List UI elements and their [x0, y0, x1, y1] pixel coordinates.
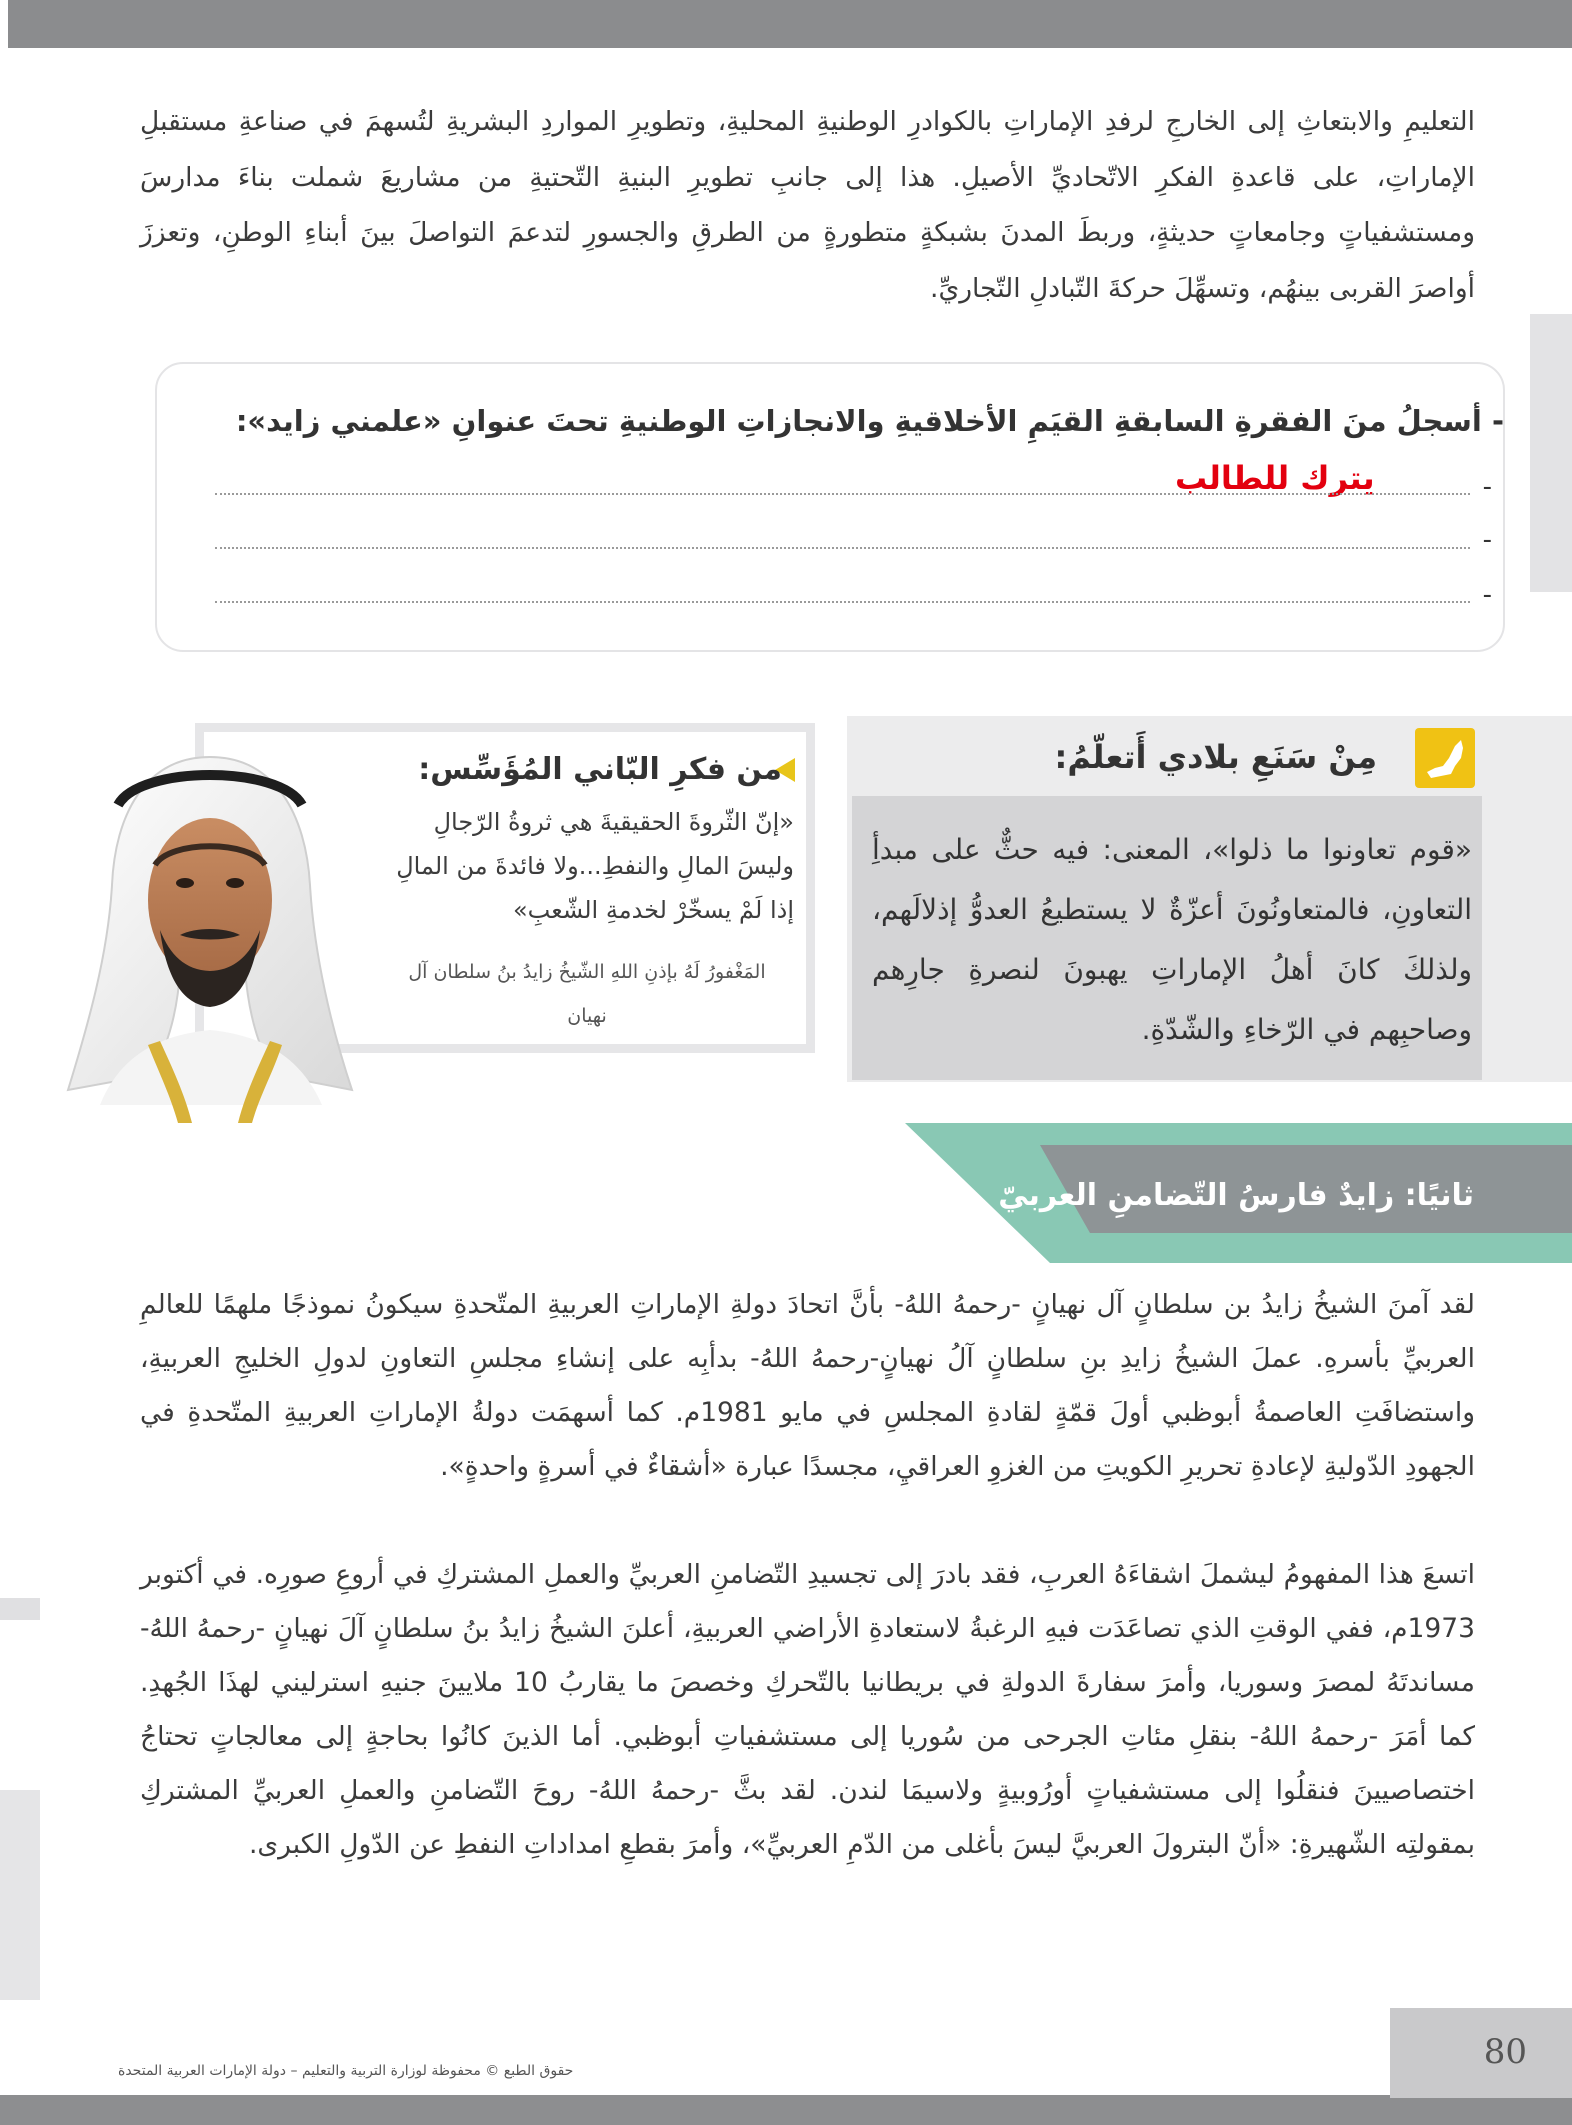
learn-box-title: مِنْ سَنَعِ بلادي أَتعلّمُ: [1054, 738, 1377, 776]
answer-line-3[interactable] [215, 601, 1470, 603]
edge-tab-left-2 [0, 1790, 40, 2000]
answer-note: يترك للطالب [1175, 459, 1375, 497]
page-number: 80 [1483, 2032, 1527, 2072]
answer-line-marker-3: - [1482, 580, 1492, 610]
footer-bar [0, 2095, 1572, 2125]
answer-line-marker-1: - [1482, 472, 1492, 502]
answer-line-1[interactable] [215, 493, 1470, 495]
answer-line-marker-2: - [1482, 525, 1492, 555]
task-prompt: - أسجلُ منَ الفقرةِ السابقةِ القيَمِ الأخلاقيةِ والانجازاتِ الوطنيةِ تحتَ عنوانِ «علمني زايد»: [235, 404, 1504, 438]
founder-quote-attribution: المَغْفورُ لَهُ بإذنِ اللهِ الشّيخُ زايدُ بنُ سلطان آل نهيان [408, 961, 766, 1027]
intro-paragraph: التعليمِ والابتعاثِ إلى الخارجِ لرفدِ الإماراتِ بالكوادرِ الوطنيةِ المحليةِ، وتطويرِ المواردِ البشريةِ لتُسهمَ في صناعةِ مستقبلِ الإماراتِ، على قاعدةِ الفكرِ الاتّحاديِّ الأصيلِ. هذا إلى جانبِ تطويرِ البنيةِ التّحتيةِ من مشاريعَ شملت بناءَ مدارسَ ومستشفياتٍ وجامعاتٍ حديثةٍ، وربطَ المدنَ بشبكةٍ متطورةٍ من الطرقِ والجسورِ لتدعمَ التواصلَ بينَ أبناءِ الوطنِ، وتعززَ أواصرَ القربى بينهُم، وتسهِّلَ حركةَ التّبادلِ التّجاريِّ. [140, 106, 1475, 304]
page-number-box [1390, 2008, 1572, 2098]
paragraph-a: لقد آمنَ الشيخُ زايدُ بن سلطانٍ آل نهيانٍ -رحمهُ اللهُ- بأنَّ اتحادَ دولةِ الإماراتِ العربيةِ المتّحدةِ سيكونُ نموذجًا ملهمًا للعالمِ العربيِّ بأسرهِ. عملَ الشيخُ زايدِ بنِ سلطانٍ آلُ نهيانٍ-رحمهُ اللهُ- بدأبِه على إنشاءِ مجلسِ التعاونِ لدولِ الخليجِ العربيةِ، واستضافَتِ العاصمةُ أبوظبي أولَ قمّةٍ لقادةِ المجلسِ في مايو 1981م. كما أسهمَت دولةُ الإماراتِ العربيةِ المتّحدةِ في الجهودِ الدّوليةِ لإعادةِ تحريرِ الكويتِ من الغزوِ العراقيِ، مجسدًا عبارة «أشقاءٌ في أسرةٍ واحدةٍ». [140, 1289, 1476, 1482]
copyright-text: حقوق الطبع © محفوظة لوزارة التربية والتعليم – دولة الإمارات العربية المتحدة [118, 2063, 574, 2079]
uae-map-icon [1415, 728, 1475, 788]
learn-box-text: «قوم تعاونوا ما ذلوا»، المعنى: فيه حثٌّ على مبدأِ التعاونِ، فالمتعاونُونَ أعزّةٌ لا يستطيعُ العدوُّ إذلالَهم، ولذلكَ كانَ أهلُ الإماراتِ يهبونَ لنصرةِ جارِهم وصاحبِهم في الرّخاءِ والشّدّةِ. [872, 833, 1472, 1046]
section-title: ثانيًا: زايدٌ فارسُ التّضامنِ العربيّ [998, 1178, 1474, 1213]
edge-tab-top [1530, 314, 1572, 592]
answer-line-2[interactable] [215, 547, 1470, 549]
founder-quote-title: من فكرِ البّاني المُؤَسِّس: [418, 752, 782, 787]
edge-tab-left-1 [0, 1598, 40, 1620]
top-header-bar [8, 0, 1572, 48]
founder-portrait [60, 745, 360, 1125]
founder-quote-text: «إنّ الثّروةَ الحقيقيةَ هي ثروةُ الرّجالِ وليسَ المالِ والنفطِ...ولا فائدةَ من المالِ إذا لَمْ يسخّرْ لخدمةِ الشّعبِ» [396, 808, 794, 924]
paragraph-b: اتسعَ هذا المفهومُ ليشملَ اشقاءَهُ العربِ، فقد بادرَ إلى تجسيدِ التّضامنِ العربيِّ والعملِ المشتركِ في أروعِ صورِه. في أكتوبر 1973م، ففي الوقتِ الذي تصاعَدَت فيهِ الرغبةُ لاستعادةِ الأراضي العربيةِ، أعلنَ الشيخُ زايدُ بنُ سلطانٍ آلَ نهيانٍ -رحمهُ اللهُ- مساندتَهُ لمصرَ وسوريا، وأمرَ سفارةَ الدولةِ في بريطانيا بالتّحركِ وخصصَ ما يقاربُ 10 ملايينَ جنيهِ استرليني لهذَا الجُهدِ. كما أمَرَ -رحمهُ اللهُ- بنقلِ مئاتِ الجرحى من سُوريا إلى مستشفياتِ أبوظبي. أما الذينَ كانُوا بحاجةٍ إلى معالجاتٍ تحتاجُ اختصاصيينَ فنقلُوا إلى مستشفياتٍ أورُوبيةٍ ولاسيمَا لندن. لقد بثَّ -رحمهُ اللهُ- روحَ التّضامنِ والعملِ العربيِّ المشتركِ بمقولتِه الشّهيرةِ: «أنّ البترولَ العربيَّ ليسَ بأغلى من الدّمِ العربيِّ»، وأمرَ بقطعِ امداداتِ النفطِ عن الدّولِ الكبرى. [140, 1559, 1475, 1860]
